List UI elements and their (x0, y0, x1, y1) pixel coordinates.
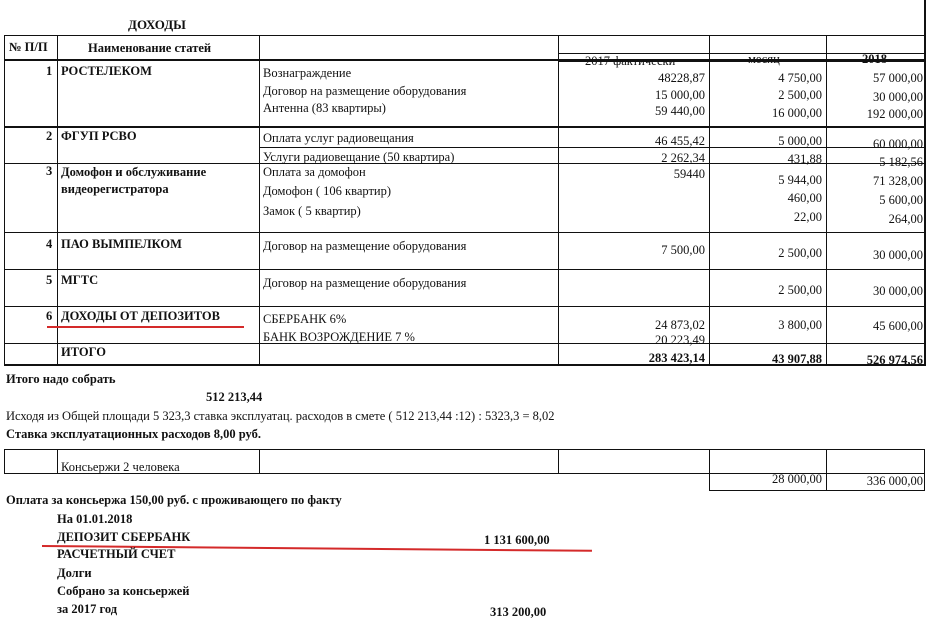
concierge-item: Консьержи 2 человека (61, 460, 180, 474)
value-2018: 192 000,00 (866, 107, 923, 121)
row-item: Услуги радиовещание (50 квартира) (263, 150, 455, 164)
row-num: 1 (46, 64, 53, 78)
row-item: Договор на размещение оборудования (263, 239, 467, 253)
formula-text: Исходя из Общей площади 5 323,3 ставка эксплуатац. расходов в смете ( 512 213,44 :12) : 5323,3 = 8,02 (6, 409, 555, 423)
value-2017: 2 262,34 (661, 151, 705, 165)
row-item: Оплата за домофон (263, 165, 366, 179)
red-underline (47, 326, 244, 328)
concierge-pay-text: Оплата за консьержа 150,00 руб. с проживающего по факту (6, 493, 342, 507)
value-2018: 30 000,00 (873, 284, 923, 298)
row-item: Замок ( 5 квартир) (263, 204, 361, 218)
row-name: МГТС (61, 273, 99, 287)
row-name: видеорегистратора (61, 182, 169, 196)
value-2018: 5 600,00 (879, 193, 923, 207)
concierge-year: 336 000,00 (866, 474, 923, 488)
value-month: 4 750,00 (778, 71, 822, 85)
row-item: Оплата услуг радиовещания (263, 131, 414, 145)
value-month: 2 500,00 (778, 246, 822, 260)
row-name: ПАО ВЫМПЕЛКОМ (61, 237, 182, 251)
row-item: Договор на размещение оборудования (263, 84, 467, 98)
row-name: Домофон и обслуживание (61, 165, 207, 179)
col-header-2017: 2017 фактически (585, 54, 676, 68)
value-2017: 59 440,00 (655, 104, 705, 118)
value-month: 16 000,00 (772, 106, 822, 120)
row-item: Антенна (83 квартиры) (263, 101, 386, 115)
value-2018: 30 000,00 (873, 90, 923, 104)
value-2017: 46 455,42 (655, 134, 705, 148)
value-2018: 60 000,00 (873, 137, 923, 151)
col-header-name: Наименование статей (88, 41, 212, 55)
row-item: БАНК ВОЗРОЖДЕНИЕ 7 % (263, 330, 415, 344)
collect-value: 512 213,44 (206, 390, 263, 404)
col-header-2018: 2018 (862, 52, 887, 66)
total-2018: 526 974,56 (866, 353, 923, 367)
row-item: Домофон ( 106 квартир) (263, 184, 392, 198)
value-2017: 59440 (673, 167, 705, 181)
date-text: На 01.01.2018 (57, 512, 133, 526)
rate-text: Ставка эксплуатационных расходов 8,00 руб. (6, 427, 261, 441)
row-name: РОСТЕЛЕКОМ (61, 64, 152, 78)
value-month: 5 000,00 (778, 134, 822, 148)
row-name: ФГУП РСВО (61, 129, 137, 143)
value-month: 460,00 (787, 191, 822, 205)
value-2017: 7 500,00 (661, 243, 705, 257)
row-item: СБЕРБАНК 6% (263, 312, 347, 326)
row-item: Вознаграждение (263, 66, 352, 80)
account-label: РАСЧЕТНЫЙ СЧЕТ (57, 547, 176, 561)
collect-label: Итого надо собрать (6, 372, 116, 386)
col-header-month: месяц (748, 52, 780, 66)
value-month: 3 800,00 (778, 318, 822, 332)
total-2017: 283 423,14 (648, 351, 705, 365)
value-2018: 71 328,00 (873, 174, 923, 188)
row-num: 2 (46, 129, 53, 143)
value-2018: 264,00 (888, 212, 923, 226)
value-month: 431,88 (787, 152, 822, 166)
total-month: 43 907,88 (772, 352, 822, 366)
value-month: 2 500,00 (778, 283, 822, 297)
deposit-value: 1 131 600,00 (484, 533, 550, 547)
value-month: 5 944,00 (778, 173, 822, 187)
deposit-label: ДЕПОЗИТ СБЕРБАНК (57, 530, 191, 544)
collected-value: 313 200,00 (490, 605, 547, 619)
value-2018: 57 000,00 (873, 71, 923, 85)
value-2018: 30 000,00 (873, 248, 923, 262)
collected-label: Собрано за консьержей (57, 584, 190, 598)
row-num: 3 (46, 164, 53, 178)
value-month: 2 500,00 (778, 88, 822, 102)
concierge-month: 28 000,00 (772, 472, 822, 486)
value-month: 22,00 (793, 210, 822, 224)
row-num: 6 (46, 309, 53, 323)
value-2017: 48228,87 (658, 71, 705, 85)
debts-label: Долги (57, 566, 92, 580)
value-2017: 20 223,49 (655, 333, 705, 347)
collected-year: за 2017 год (57, 602, 118, 616)
page-title: ДОХОДЫ (128, 17, 186, 32)
total-label: ИТОГО (61, 345, 106, 359)
row-name: ДОХОДЫ ОТ ДЕПОЗИТОВ (61, 309, 220, 323)
col-header-num: № П/П (9, 40, 48, 54)
row-item: Договор на размещение оборудования (263, 276, 467, 290)
value-2018: 5 182,56 (879, 155, 923, 169)
value-2017: 15 000,00 (655, 88, 705, 102)
value-2017: 24 873,02 (655, 318, 705, 332)
value-2018: 45 600,00 (873, 319, 923, 333)
row-num: 4 (46, 237, 53, 251)
row-num: 5 (46, 273, 53, 287)
